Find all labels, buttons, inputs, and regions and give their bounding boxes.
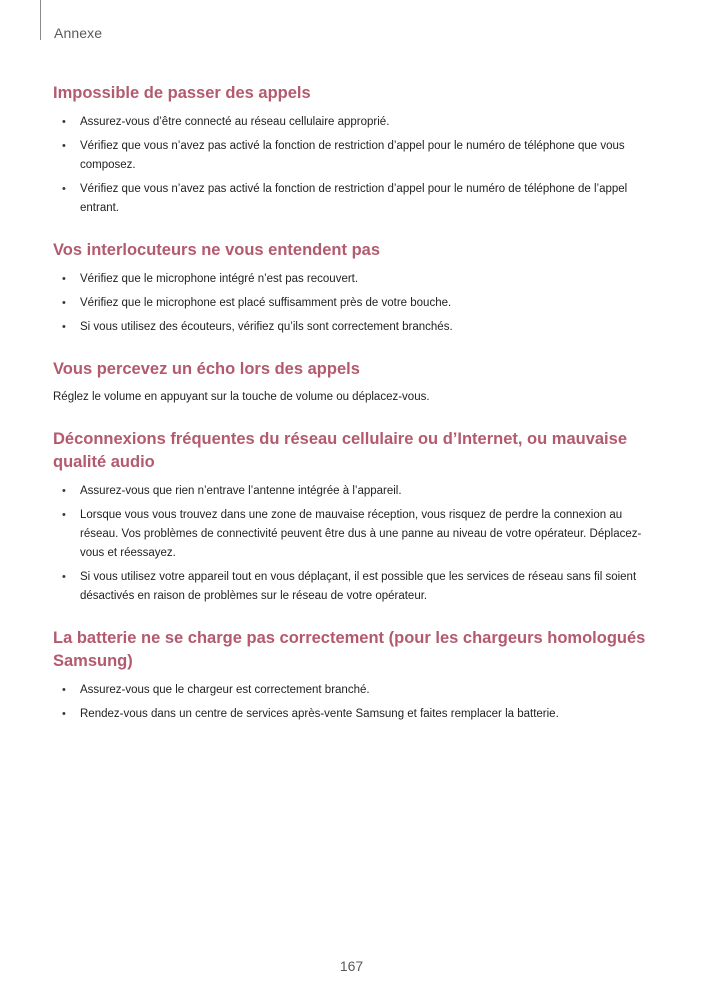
- document-body: [53, 82, 653, 745]
- bullet-icon: •: [62, 571, 66, 583]
- bullet-icon: •: [62, 183, 66, 195]
- list-item-text: Lorsque vous vous trouvez dans une zone de mauvaise réception, vous risquez de perdre la connexion au réseau. Vos problèmes de connectivité peuvent être dus à une panne au niveau de votre opérateur. Déplacez-vous et réessayez.: [80, 509, 642, 559]
- list-item: [53, 681, 653, 700]
- header-rule: [40, 0, 41, 40]
- list-item: [53, 506, 653, 563]
- bullet-icon: •: [62, 509, 66, 521]
- bullet-list: [53, 270, 653, 337]
- bullet-icon: •: [62, 485, 66, 497]
- list-item: [53, 318, 653, 337]
- section-frequent-disconnections: [53, 428, 653, 606]
- bullet-icon: •: [62, 321, 66, 333]
- list-item-text: Vérifiez que vous n’avez pas activé la fonction de restriction d’appel pour le numéro de téléphone de l’appel entrant.: [80, 183, 628, 214]
- list-item-text: Si vous utilisez votre appareil tout en vous déplaçant, il est possible que les services de réseau sans fil soient désactivés en raison de problèmes sur le réseau de votre opérateur.: [80, 571, 637, 602]
- bullet-icon: •: [62, 273, 66, 285]
- list-item: [53, 294, 653, 313]
- list-item: [53, 705, 653, 724]
- list-item-text: Assurez-vous que rien n’entrave l’antenne intégrée à l’appareil.: [80, 485, 402, 497]
- list-item: [53, 482, 653, 501]
- section-title: Vos interlocuteurs ne vous entendent pas: [53, 241, 381, 259]
- list-item-text: Assurez-vous que le chargeur est correctement branché.: [80, 684, 370, 696]
- bullet-icon: •: [62, 297, 66, 309]
- list-item-text: Vérifiez que vous n’avez pas activé la fonction de restriction d’appel pour le numéro de téléphone que vous composez.: [80, 140, 625, 171]
- bullet-icon: •: [62, 684, 66, 696]
- bullet-icon: •: [62, 116, 66, 128]
- list-item: [53, 113, 653, 132]
- section-title: Vous percevez un écho lors des appels: [53, 360, 360, 378]
- section-title: La batterie ne se charge pas correctement (pour les chargeurs homologués Samsung): [53, 629, 646, 670]
- section-paragraph: Réglez le volume en appuyant sur la touche de volume ou déplacez-vous.: [53, 391, 430, 403]
- list-item-text: Si vous utilisez des écouteurs, vérifiez qu’ils sont correctement branchés.: [80, 321, 453, 333]
- section-title: Impossible de passer des appels: [53, 84, 311, 102]
- list-item: [53, 137, 653, 175]
- section-title: Déconnexions fréquentes du réseau cellulaire ou d’Internet, ou mauvaise qualité audio: [53, 430, 627, 471]
- list-item-text: Rendez-vous dans un centre de services après-vente Samsung et faites remplacer la batterie.: [80, 708, 559, 720]
- bullet-list: [53, 482, 653, 606]
- bullet-icon: •: [62, 140, 66, 152]
- list-item-text: Vérifiez que le microphone est placé suffisamment près de votre bouche.: [80, 297, 452, 309]
- section-battery-not-charging: [53, 627, 653, 724]
- list-item-text: Assurez-vous d’être connecté au réseau cellulaire approprié.: [80, 116, 390, 128]
- section-others-cannot-hear: [53, 239, 653, 337]
- section-cannot-make-calls: [53, 82, 653, 218]
- bullet-list: [53, 681, 653, 724]
- bullet-icon: •: [62, 708, 66, 720]
- section-echo-during-calls: [53, 358, 653, 407]
- running-header: Annexe: [54, 25, 103, 41]
- page-number: 167: [339, 958, 364, 974]
- list-item: [53, 568, 653, 606]
- list-item-text: Vérifiez que le microphone intégré n’est pas recouvert.: [80, 273, 359, 285]
- list-item: [53, 180, 653, 218]
- list-item: [53, 270, 653, 289]
- bullet-list: [53, 113, 653, 218]
